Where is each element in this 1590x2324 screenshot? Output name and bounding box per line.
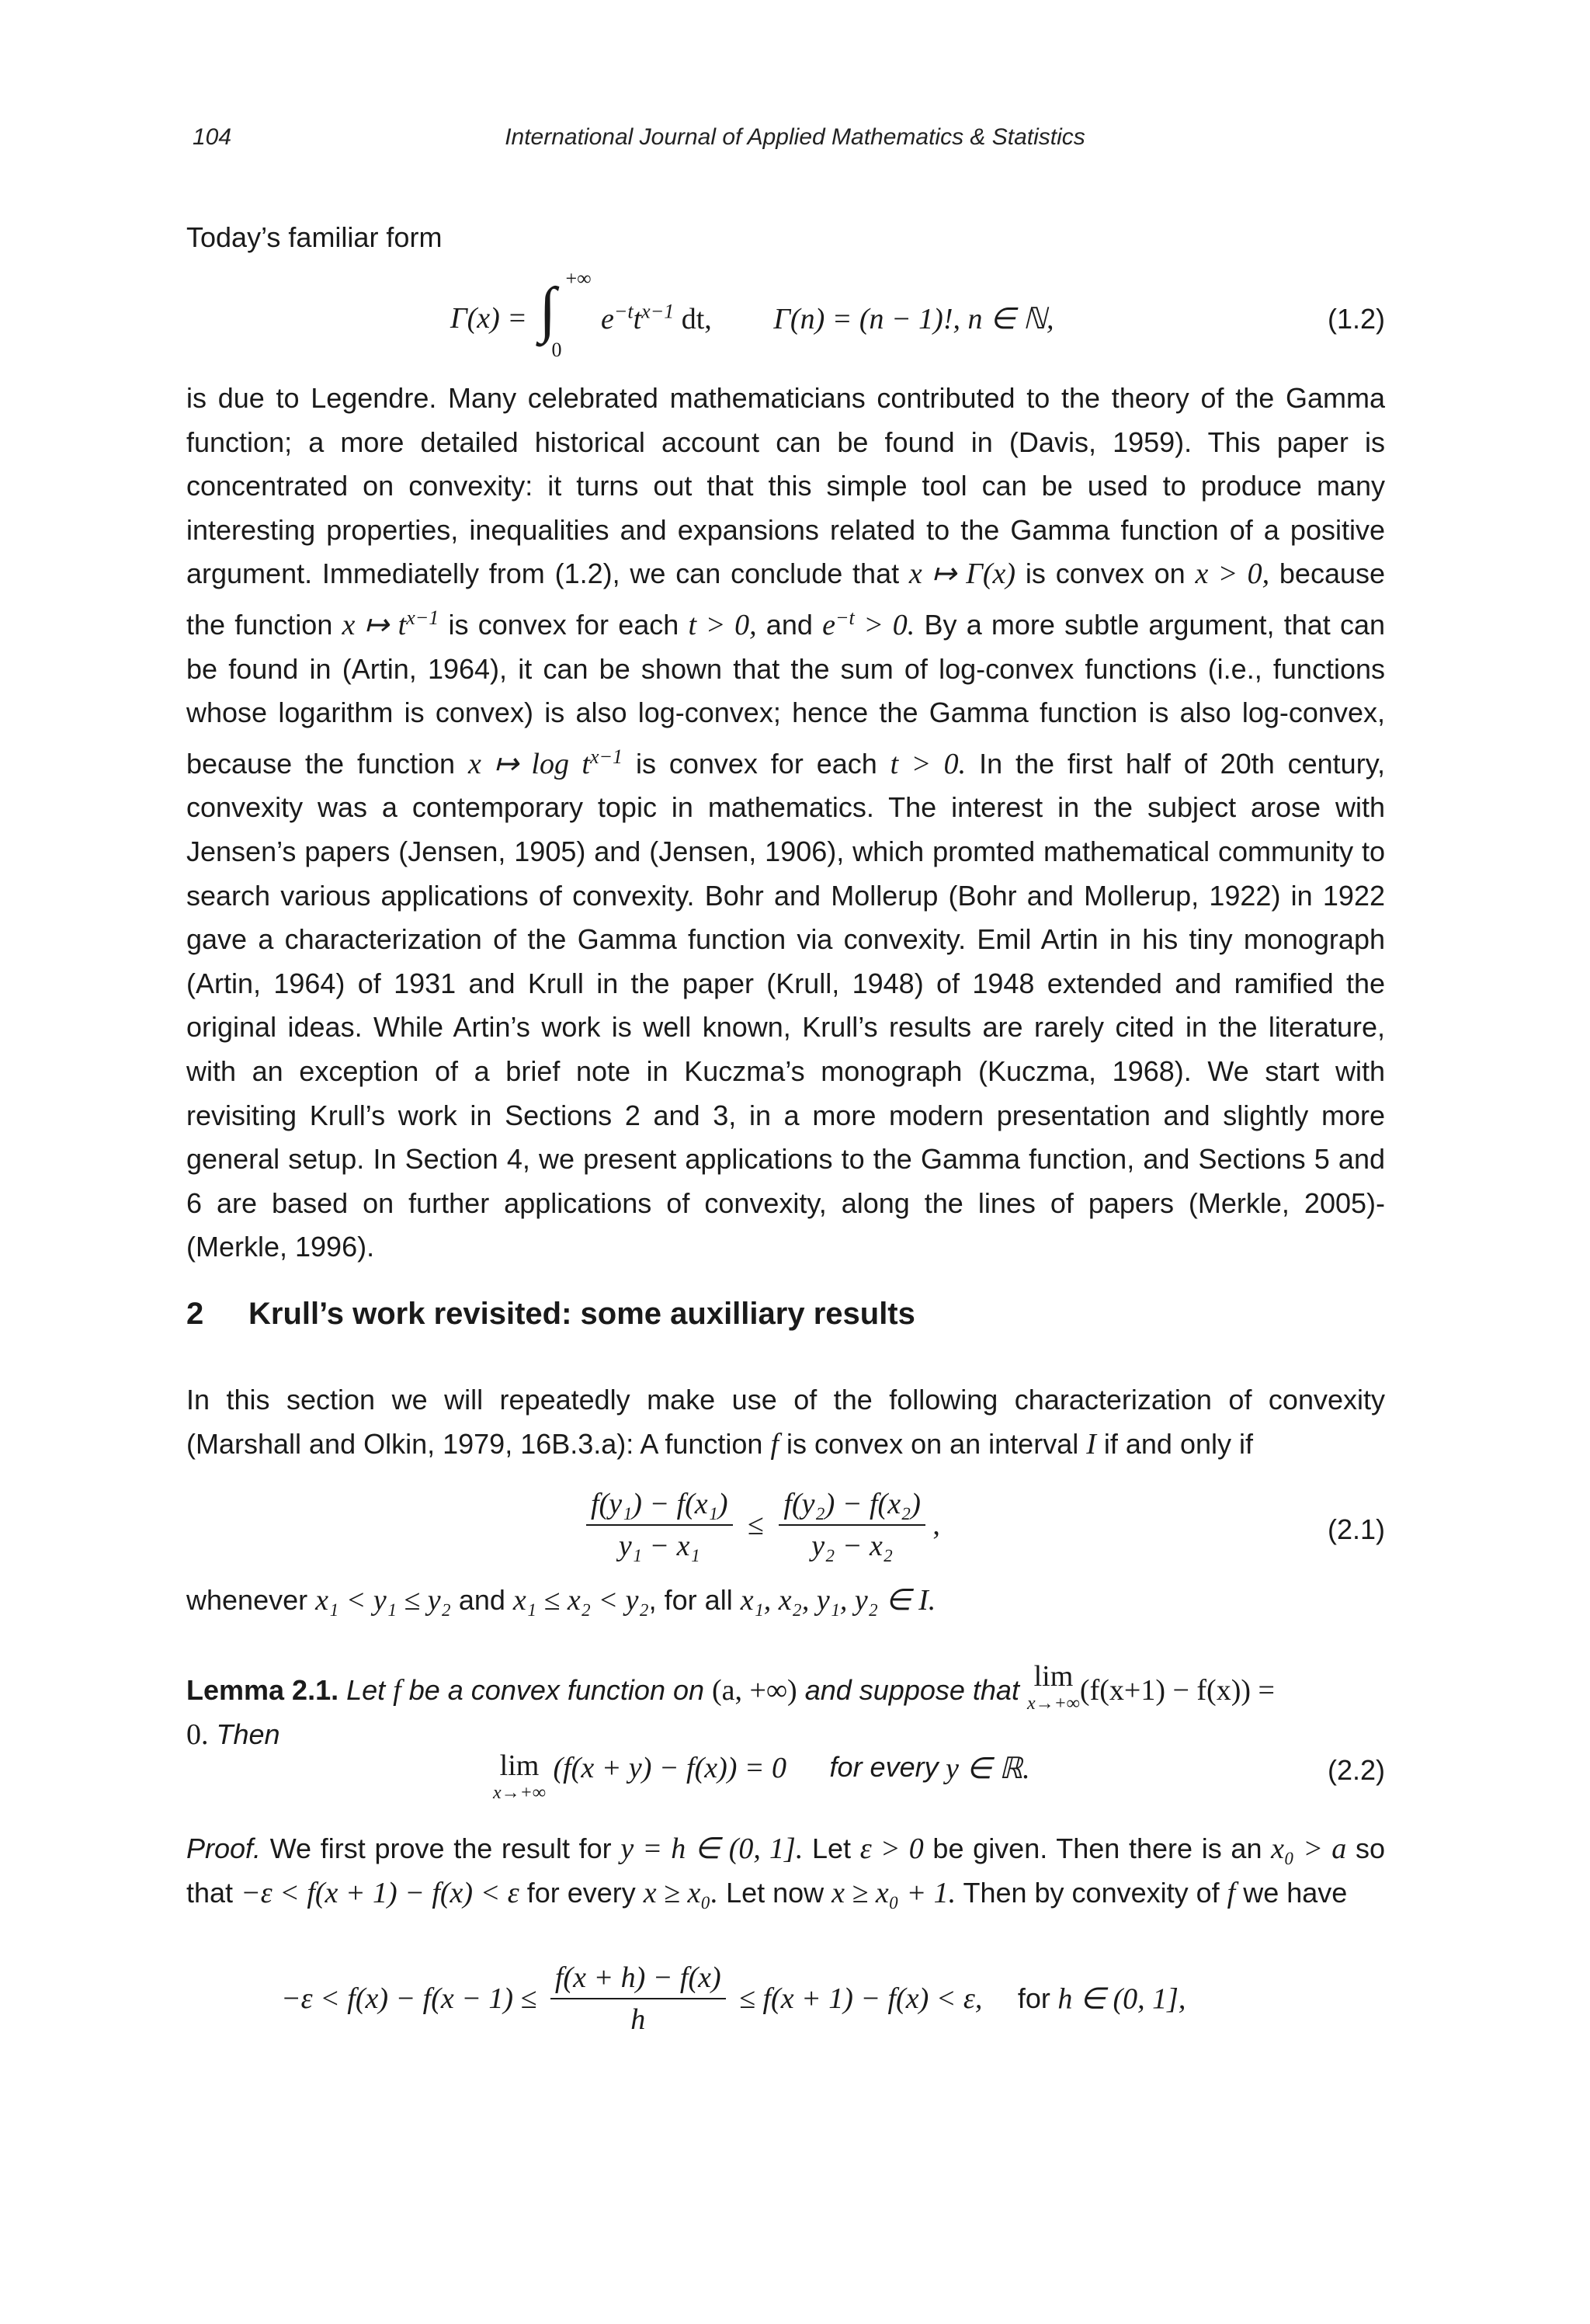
journal-title: International Journal of Applied Mathematics & Statistics [505,124,1085,150]
page-number: 104 [193,124,232,150]
equation-2-1-body [586,1487,940,1563]
section-title: Krull’s work revisited: some auxilliary results [248,1297,915,1331]
factorial-identity: Γ(n) = (n − 1)!, n ∈ ℕ, [773,302,1054,335]
section-number: 2 [186,1297,204,1331]
integral-sign: ∫ +∞ 0 [539,267,592,361]
section-heading-2 [186,1297,915,1332]
fraction-right: $\frac{\text{f(y₂) − f(x₂)}}{\text{y₂ − x₂}}$ [779,1487,925,1563]
section2-paragraph-block [186,1378,1385,1466]
lemma-2-1 [186,1662,1385,1757]
lemma-label: Lemma 2.1. [186,1674,339,1706]
fraction-left: $\frac{\text{f(y₁) − f(x₁)}}{\text{y₁ − x₁}}$ [586,1487,733,1563]
leq-sign: ≤ [748,1509,764,1541]
intro-paragraph-block [186,377,1385,1270]
integral-upper: +∞ [565,267,592,290]
equation-1-2-body [450,267,1054,365]
intro-lead: Today’s familiar form [186,221,443,253]
equation-final-body: −ε < f(x) − f(x − 1) ≤ $\frac{f(x + h) - f(x)}{h}$ ≤ f(x + 1) − f(x) < ε, for h ∈ (0, 1], [281,1961,1186,2036]
proof-label: Proof. [186,1832,262,1864]
comma: , [932,1509,940,1541]
integral-lower: 0 [551,339,562,361]
integrand: $e^{-t}t^{x-1}$ dt, [600,300,712,336]
gamma-lhs: Γ(x) = [450,302,527,335]
fraction-difference-quotient: $\frac{f(x + h) - f(x)}{h}$ [550,1961,726,2037]
equation-number-2-1: (2.1) [1327,1513,1385,1545]
whenever-line: whenever x₁ < y₁ ≤ y₂ and x₁ ≤ x₂ < y₂, for all x₁, x₂, y₁, y₂ ∈ I. [186,1584,936,1617]
intro-paragraph: is due to Legendre. Many celebrated mathematicians contributed to the theory of the Gamma function; a more detailed historical account can be found in (Davis, 1959). This paper is concentrated on convexity: it turns out that this simple tool can be used to produce many interesting properties, inequalities and expansions related to the Gamma function of a positive argument. Immediatelly from (1.2), we can conclude that x ↦ Γ(x) is convex on x > 0, because the function x ↦ $t^{x-1}$ is convex for each t > 0, and $e^{-t} > 0$. By a more subtle argument, that can be found in (Artin, 1964), it can be shown that the sum of log-convex functions (i.e., functions whose logarithm is convex) is also log-convex; hence the Gamma function is also log-convex, because the function x ↦ $\log t^{x-1}$ is convex for each t > 0. In the first half of 20th century, convexity was a contemporary topic in mathematics. The interest in the subject arose with Jensen’s papers (Jensen, 1905) and (Jensen, 1906), which promted mathematical community to search various applications of convexity. Bohr and Mollerup (Bohr and Mollerup, 1922) in 1922 gave a characterization of the Gamma function via convexity. Emil Artin in his tiny monograph (Artin, 1964) of 1931 and Krull in the paper (Krull, 1948) of 1948 extended and ramified the original ideas. While Artin’s work is well known, Krull’s results are rarely cited in the literature, with an exception of a brief note in Kuczma’s monograph (Kuczma, 1968). We start with revisiting Krull’s work in Sections 2 and 3, in a more modern presentation and slightly more general setup. In Section 4, we present applications to the Gamma function, and Sections 5 and 6 are based on further applications of convexity, along the lines of papers (Merkle, 2005)-(Merkle, 1996). [186,382,1386,1263]
equation-2-2-body: lim x→+∞ (f(x + y) − f(x)) = 0 for every y ∈ ℝ. [493,1749,1030,1803]
intro-lead-block [186,216,1385,260]
whenever-line-block [186,1579,1385,1623]
equation-final [186,1961,1385,2046]
equation-number-2-2: (2.2) [1327,1754,1385,1786]
equation-2-2 [186,1751,1385,1821]
proof-block [186,1827,1385,1915]
section2-paragraph: In this section we will repeatedly make use of the following characterization of convexity (Marshall and Olkin, 1979, 16B.3.a): A function f is convex on an interval I if and only if [186,1384,1385,1461]
proof-paragraph: Proof. We first prove the result for y = h ∈ (0, 1]. Let ε > 0 be given. Then there is an x₀ > a so that −ε < f(x + 1) − f(x) < ε for every x ≥ x₀. Let now x ≥ x₀ + 1. Then by convexity of f we have [186,1832,1385,1909]
lemma-statement: Lemma 2.1. Let f be a convex function on (a, +∞) and suppose that lim x→+∞ (f(x+1) − f(x)) = 0. Then [186,1660,1275,1751]
equation-2-1 [186,1487,1385,1572]
equation-1-2 [186,267,1385,365]
equation-number-1-2: (1.2) [1327,303,1385,335]
